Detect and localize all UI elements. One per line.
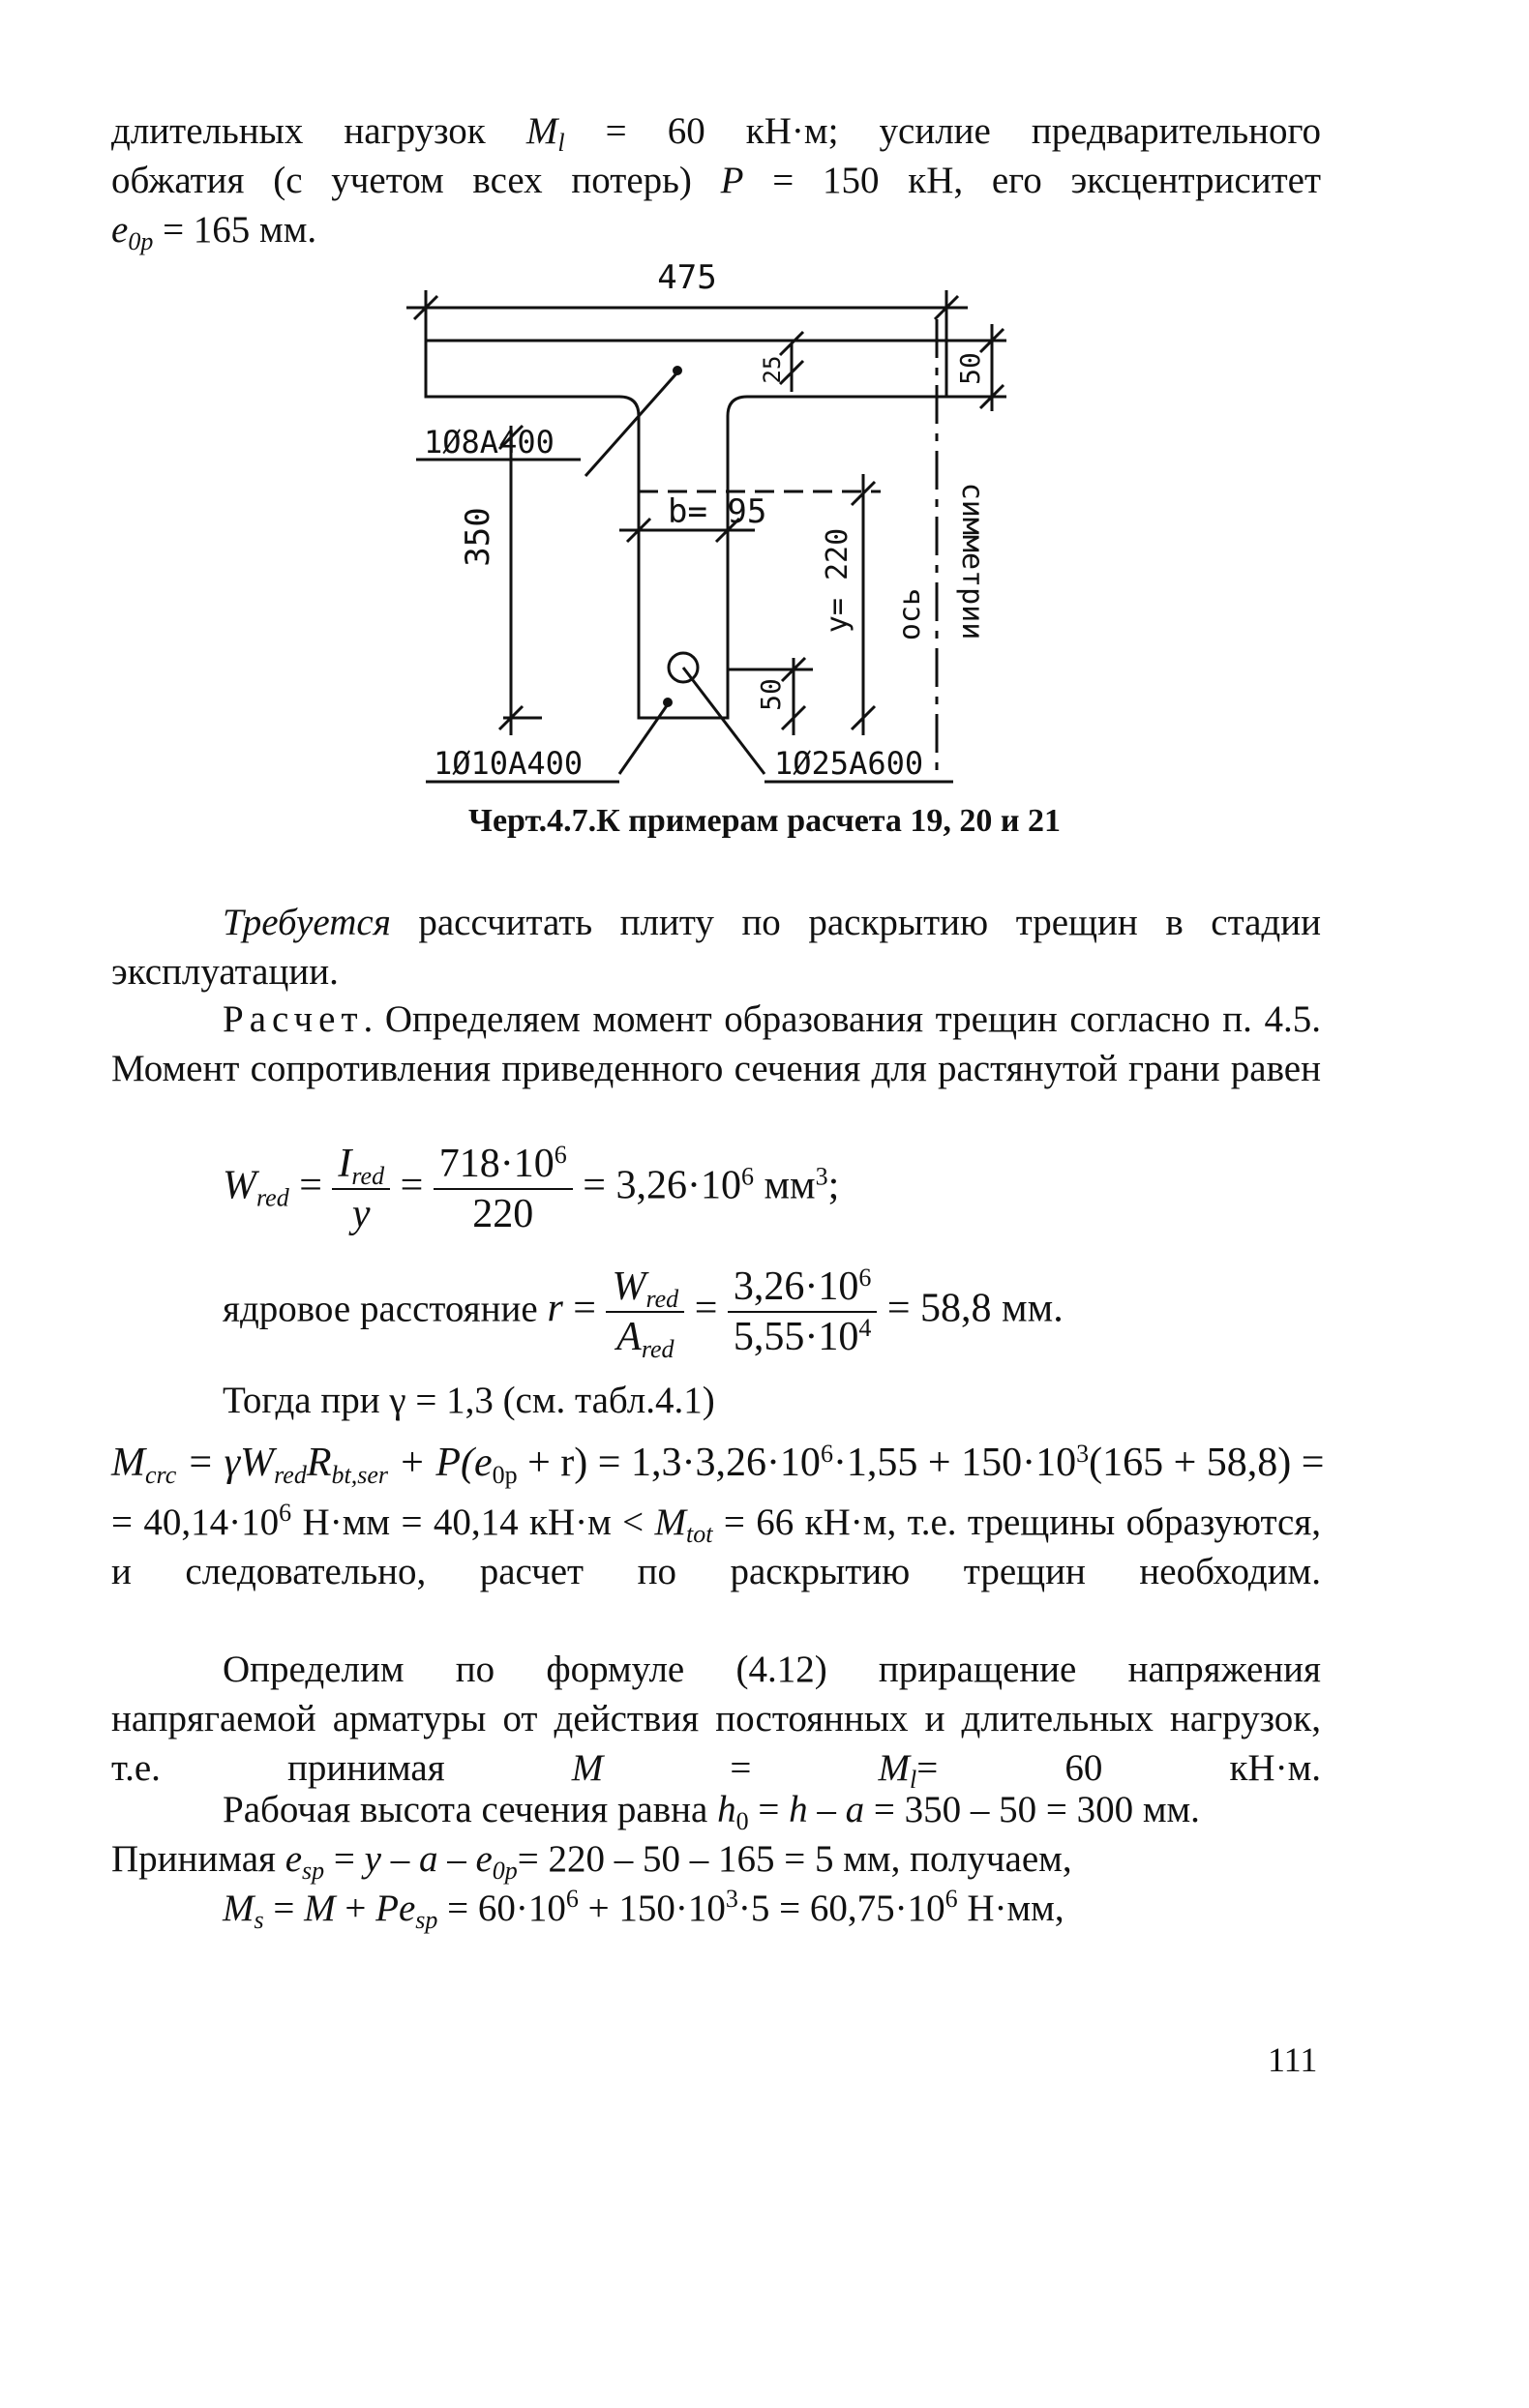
y-label: y= 220 [821,527,854,634]
result-paragraph: = $40,14\cdot 10^6$ Н·мм = 40,14 $кН\cdot м < M_{tot} = 66$ кН·м, т.е. трещины образуются, и следовательно, расчет по раскрытию трещин необходим. [111,1499,1322,1592]
figure-caption: Черт.4.7.К примерам расчета 19, 20 и 21 [468,803,1061,839]
calc-paragraph: Расчет. Определяем момент образования трещин согласно п. 4.5. Момент сопротивления приведенного сечения для растянутой грани равен [111,998,1321,1089]
esp-line: Принимая $e_{sp} = y - a - e_{0p}= 220 - 50 - 165 = 5$ мм, получаем, [111,1838,1072,1885]
formula-ms: $M_s = M + Pe_{sp} = 60\cdot 10^6 + 150\cdot 10^3\cdot 5 = 60,75\cdot 10^6$ Н·мм, [223,1885,1064,1934]
bar-bottom-dot [663,698,673,707]
bar-bottom-left-label: 1Ø10A400 [434,745,584,782]
intro-line-3: $e_{0p} = 165$ мм. [111,209,317,255]
web-label: b= 95 [668,492,767,531]
intro-line-2: обжатия (с учетом всех потерь) P = 150 кН, его эксцентриситет [111,160,1321,201]
flange-label: 50 [954,352,986,385]
cover-label: 50 [755,678,787,711]
axis-label-1: ось [893,587,927,641]
formula-m-crc: $M_{crc} = \gamma W_{red}R_{bt,ser} + P(e_{0p} + r) = 1,3\cdot 3,26\cdot 10^6\cdot 1,55 + 150\cdot 10^3(165 + 58,8)$ = [111,1440,1325,1489]
define-paragraph: Определим по формуле (4.12) приращение напряжения напрягаемой арматуры от действия постоянных и длительных нагрузок, т.е. принимая $M = M_l= 60$ кН·м. [111,1649,1321,1794]
formula-r: ядровое расстояние r = $\frac{W_{red}}{A_{red}}$ = $\frac{3,26\cdot 10^6}{5,55\cdot 10^4}$ = 58,8 мм. [223,1263,1064,1363]
intro-line-1: длительных нагрузок $M_l = 60$ кН·м; усилие предварительного [111,110,1322,157]
bar-top-dot [673,366,682,375]
task-paragraph: Требуется рассчитать плиту по раскрытию трещин в стадии эксплуатации. [111,902,1321,993]
axis-label-2: симметрии [955,482,989,640]
height-label: 350 [459,507,497,567]
then-line: Тогда при γ = 1,3 (см. табл.4.1) [223,1380,715,1421]
bar-bottom-right-label: 1Ø25A600 [774,745,924,782]
haunch-label: 25 [759,355,786,384]
width-label: 475 [657,258,717,297]
page-number: 111 [1268,2040,1318,2079]
tee-section-drawing [0,0,1529,803]
formula-w-red: $W_{red}$ = $\frac{I_{red}}{y}$ = $\frac{718\cdot 10^6}{220}$ = $3,26\cdot 10^6$ $мм^3$; [223,1141,840,1236]
h0-line: Рабочая высота сечения равна $h_0 = h - a = 350 - 50 = 300$ мм. [223,1789,1200,1835]
bar-top-label: 1Ø8A400 [424,424,555,461]
